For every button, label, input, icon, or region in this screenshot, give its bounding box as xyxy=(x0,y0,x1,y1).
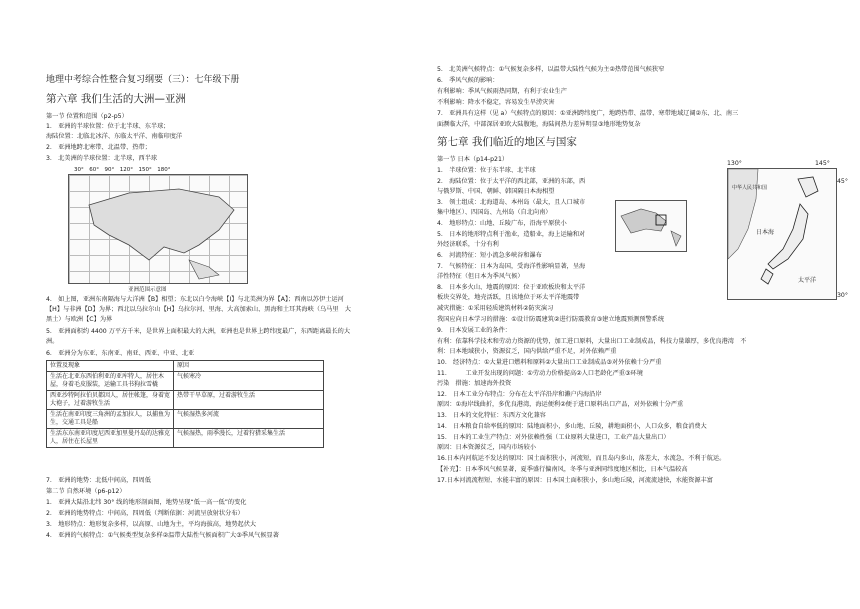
table-row: 生活在北亚东西伯利亚的亚库特人，居住木屋，身着毛皮服装，运输工具书狗拉雪橇 气候寒冷 xyxy=(47,372,324,391)
text-line: 6. 亚洲分为东亚、东南亚、南亚、西亚、中亚、北亚 xyxy=(46,350,195,357)
text-line: 16.日本内河航运不发达的原因：国土面积狭小，河流短，而且岛内多山，落差大，水流急，不利于航运。 xyxy=(437,455,726,462)
text-line: 黑土）与欧洲【C】为界 xyxy=(46,316,113,323)
table-header: 位置及现象 xyxy=(47,361,174,372)
japan-map xyxy=(727,168,837,300)
map-longitude-label: 145° xyxy=(815,160,830,167)
text-line: 有利影响：季风气候雨热同期，有利于农业生产 xyxy=(437,88,567,95)
map-longitude-label: 130° xyxy=(727,160,742,167)
text-line: 13. 日本的文化特征：东西方文化兼容 xyxy=(437,412,546,419)
text-line: 不利影响：降水不稳定，容易发生旱涝灾害 xyxy=(437,99,555,106)
text-line: 集中地区）、四国岛、九州岛（自北向南） xyxy=(437,209,552,216)
text-line: 面濒临大洋，中部深居亚欧大陆腹地，海陆间热力差异明显③地形地势复杂 xyxy=(437,121,641,128)
text-line: 3. 地形特点：地形复杂多样，以高原、山地为主，平均海拔高，地势起伏大 xyxy=(46,521,257,528)
text-line: 12. 日本工业分布特点：分布在太平洋沿岸和濑户内海沿岸 xyxy=(437,391,602,398)
text-line: 板块交界处，地壳活跃，且该地位于环太平洋地震带 xyxy=(437,294,580,301)
map-axis-labels: 30° 60° 90° 120° 150° 180° xyxy=(74,167,171,173)
map-country-label: 中华人民共和国 xyxy=(732,185,768,191)
text-line: 减灾措施：①采用轻质建筑材料②防灾演习 xyxy=(437,305,554,312)
text-line: 9. 日本发展工业的条件： xyxy=(437,327,511,334)
text-line: 利：日本地域狭小，资源贫乏，国内供给严重不足，对外依赖严重 xyxy=(437,348,617,355)
text-line: 污染 措施：加速海外投资 xyxy=(437,380,512,387)
text-line: 2. 海陆位置：位于太平洋的西北部，亚洲的东部，西 xyxy=(437,178,586,185)
chapter-7-heading: 第七章 我们临近的地区与国家 xyxy=(437,136,577,148)
text-line: 有利：依靠科学技术和劳动力资源的优势，加工进口原料，大量出口工业制成品，科技力量雄厚，多优良港湾 不 xyxy=(437,338,747,345)
text-line: 外经济联系，十分有利 xyxy=(437,241,499,248)
text-line: 8. 日本多火山、地震的原因：位于亚欧板块和太平洋 xyxy=(437,284,586,291)
text-line: 17.日本河流流程短、水能丰富的原因：日本国土面积狭小，多山地丘陵，河流流速快，水能资源丰富 xyxy=(437,477,713,484)
world-map-icon xyxy=(616,201,686,251)
table-row: 生活在南亚印度三角洲的孟加拉人，以捕鱼为生，交通工具是船 气候湿热多河流 xyxy=(47,410,324,429)
section-heading: 第一节 日本（p14-p21） xyxy=(437,156,509,163)
text-line: 洋性特征（但日本为季风气候） xyxy=(437,273,524,280)
text-line: 4. 亚洲的气候特点：①气候类型复杂多样②温带大陆性气候面积广大③季风气候显著 xyxy=(46,532,279,539)
world-locator-map xyxy=(615,200,687,252)
text-line: 10. 经济特点：①大量进口燃料和原料②大量出口工业制成品③对外依赖十分严重 xyxy=(437,359,662,366)
chapter-6-heading: 第六章 我们生活的大洲—亚洲 xyxy=(46,93,186,105)
text-line: 5. 亚洲面积约 4400 万平方千米，是世界上面积最大的大洲，亚洲也是世界上跨纬度最广，东西距离最长的大 xyxy=(46,328,351,335)
text-line: 11. 工业开发出现的问题：①劳动力价格提高②人口老龄化严重③环境 xyxy=(437,370,643,377)
asia-map-shape-icon xyxy=(69,175,247,283)
text-line: 4. 地形特点：山地、丘陵广布，沿海平原狭小 xyxy=(437,220,567,227)
text-line: 3. 北美洲的半球位置：北半球，西半球 xyxy=(46,155,158,162)
text-line: 1. 亚洲的半球位置：位于北半球、东半球； xyxy=(46,123,170,130)
text-line: 7. 气候特征：日本为岛国，受海洋性影响显著，呈海 xyxy=(437,263,586,270)
map-ocean-label: 太平洋 xyxy=(798,277,817,284)
text-line: 6. 季风气候的影响： xyxy=(437,77,499,84)
map-latitude-label: 30° xyxy=(837,292,848,299)
text-line: 1. 半球位置：位于东半球、北半球 xyxy=(437,167,536,174)
text-line: 我国应向日本学习的措施：①设计防震建筑②进行防震教育③建立地震预测预警系统 xyxy=(437,316,665,323)
section-heading: 第一节 位置和范围（p2-p5） xyxy=(46,113,128,120)
text-line: 3. 领土组成：北海道岛、本州岛（最大，且人口城市 xyxy=(437,199,586,206)
text-line: 海陆位置：北临北冰洋、东临太平洋、南临印度洋 xyxy=(46,133,183,140)
text-line: 7. 亚洲的地势：北低中间高，四周低 xyxy=(46,477,151,484)
asia-map xyxy=(68,174,248,284)
table-row: 西亚沙特阿拉伯贝都因人，居住帐篷，身着宽大袍子，过着游牧生活 热带干旱草原，过着游牧生活 xyxy=(47,391,324,410)
text-line: 2. 亚洲的地势特点：中间高，四周低（判断依据：河流呈放射状分布） xyxy=(46,510,244,517)
text-line: 2. 亚洲地跨北寒带、北温带、热带； xyxy=(46,144,151,151)
doc-title: 地理中考综合性整合复习纲要（三）：七年级下册 xyxy=(46,75,240,85)
text-line: 4. 如上图，亚洲东南隔海与大洋洲【B】相望；东北以白令海峡【I】与北美洲为界【A】；西南以苏伊士运河 xyxy=(46,296,344,303)
text-line: 【补充】：日本季风气候显著，夏季盛行偏南风，冬季与亚洲同纬度地区相比，日本气温较高 xyxy=(437,466,688,473)
table-header: 原因 xyxy=(174,361,324,372)
text-line: 5. 日本的地形特点利于渔业，造船业，海上运输和对 xyxy=(437,231,586,238)
text-line: 7. 亚洲具有这样（见 a）气候特点的原因：①亚洲跨纬度广，地跨热带、温带、寒带地域辽阔②东、北、南三 xyxy=(437,110,739,117)
text-line: 【H】与非洲【D】为界；西北以乌拉尔山【H】乌拉尔河、里海、大高加索山、黑海和土耳其海峡（乌马里 大 xyxy=(46,306,351,313)
map-caption: 亚洲范围示意图 xyxy=(128,287,167,293)
asia-region-table xyxy=(46,360,324,448)
text-line: 原因：日本资源贫乏，国内市场较小 xyxy=(437,444,536,451)
text-line: 洲。 xyxy=(46,338,59,345)
text-line: 14. 日本粮食自给率低的原因：陆地面积小，多山地、丘陵，耕地面积小，人口众多，粮食消费大 xyxy=(437,423,707,430)
text-line: 与俄罗斯、中国、朝鲜、韩国隔日本海相望 xyxy=(437,188,555,195)
table-row: 生活东东南亚印度尼西亚加里曼丹岛的达雅克人，居住在长屋里 气候湿热，雨季漫长，过着狩猎采集生活 xyxy=(47,429,324,448)
text-line: 6. 河流特征：短小流急多峡谷和瀑布 xyxy=(437,252,542,259)
section-heading: 第二节 自然环境（p6-p12） xyxy=(46,488,126,495)
map-sea-label: 日本海 xyxy=(756,229,775,236)
text-line: 1. 亚洲大陆沿北纬 30° 线的地形剖面图，地势呈现“低一高一低”的变化 xyxy=(46,499,247,506)
text-line: 5. 北美洲气候特点：①气候复杂多样，以温带大陆性气候为主②热带范围气候狭窄 xyxy=(437,66,665,73)
text-line: 原因：①海岸线曲折，多优良港湾，海运便利②便于进口原料出口产品，对外依赖十分严重 xyxy=(437,401,684,408)
map-latitude-label: 45° xyxy=(837,178,848,185)
text-line: 15. 日本的工业生产特点：对外依赖性强（工业原料大量进口，工业产品大量出口） xyxy=(437,434,670,441)
